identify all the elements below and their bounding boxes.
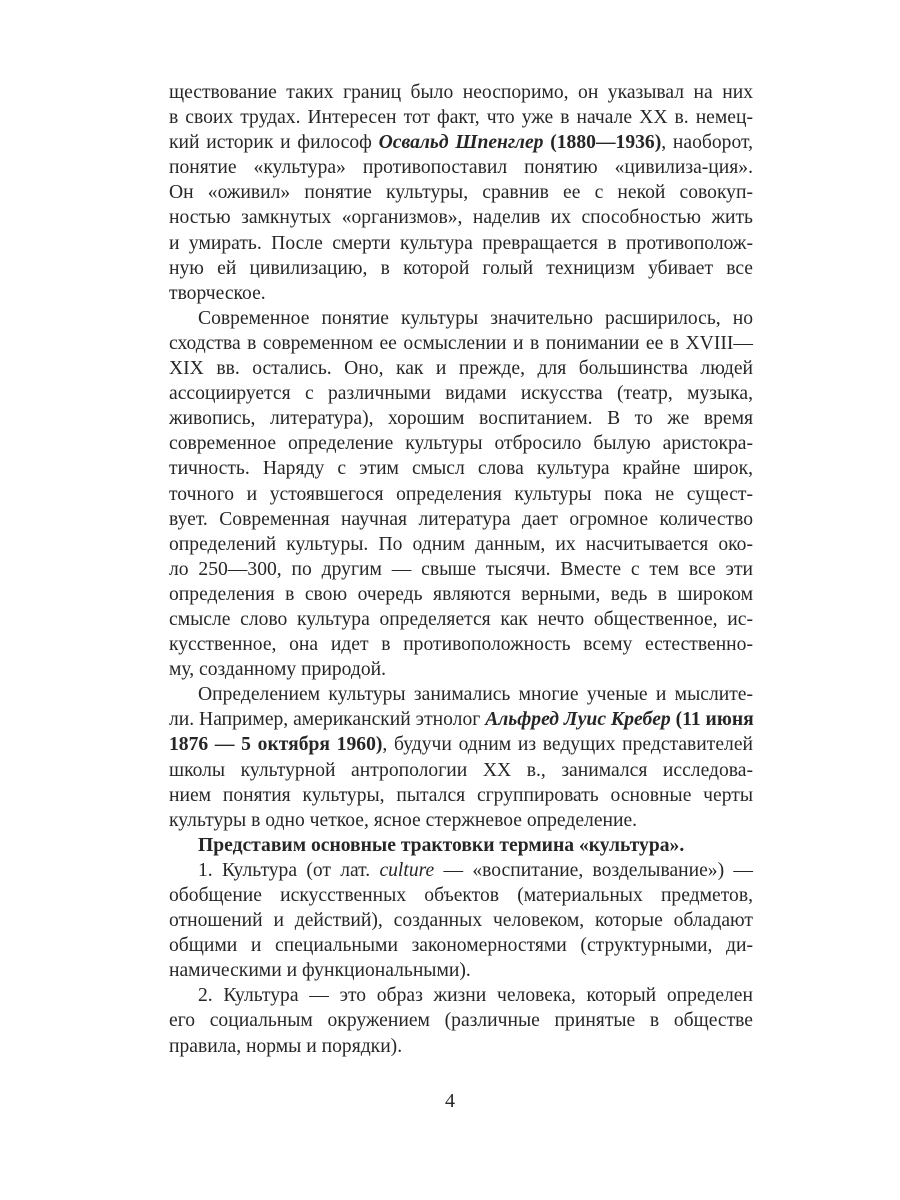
text-run: сходства в современном ее осмыслении и в понимании ее в XVIII—	[169, 332, 754, 354]
bold-text: (11 июня	[670, 709, 754, 731]
text-line	[169, 356, 753, 381]
text-line	[169, 707, 753, 732]
text-line	[169, 105, 753, 130]
text-run: ществование таких границ было неоспоримо, он указывал на них	[169, 82, 753, 103]
text-line	[169, 381, 753, 406]
text-line	[169, 130, 753, 155]
text-run: кусственное, она идет в противоположность всему естественно-	[169, 634, 753, 656]
text-line	[169, 431, 753, 456]
text-line	[169, 783, 753, 808]
text-run: Современное понятие культуры значительно расширилось, но	[198, 307, 753, 329]
text-line	[169, 557, 753, 582]
text-line	[169, 205, 753, 230]
text-run: обобщение искусственных объектов (материальных предметов,	[169, 885, 753, 906]
text-run: общими и специальными закономерностями (структурными, ди-	[169, 935, 753, 957]
text-run: Определением культуры занимались многие ученые и мыслите-	[198, 684, 753, 706]
text-run: отношений и действий), созданных человеком, которые обладают	[169, 910, 753, 932]
text-run: определений культуры. По одним данным, их насчитывается око-	[169, 533, 753, 555]
text-run: ли. Например, американский этнолог	[169, 709, 486, 731]
person-name: Альфред Луис Кребер	[485, 709, 671, 731]
text-run: смысле слово культура определяется как нечто общественное, ис-	[169, 608, 753, 630]
text-line	[169, 1008, 753, 1033]
text-line	[169, 1034, 753, 1059]
text-line	[169, 281, 753, 306]
bold-text: (1880—1936)	[543, 132, 662, 154]
text-line	[169, 758, 753, 783]
text-run: в своих трудах. Интересен тот факт, что уже в начале XX в. немец-	[169, 107, 753, 129]
italic-term: culture	[379, 859, 435, 881]
text-run: намическими и функциональными).	[169, 960, 471, 982]
text-line	[169, 682, 753, 707]
text-line	[169, 657, 753, 682]
text-line	[169, 256, 753, 281]
text-line	[169, 180, 753, 205]
text-run: ную ей цивилизацию, в которой голый техницизм убивает все	[169, 257, 753, 279]
text-run: его социальным окружением (различные принятые в обществе	[169, 1010, 753, 1032]
text-line	[169, 331, 753, 356]
text-line	[169, 456, 753, 481]
text-line	[169, 958, 753, 983]
text-run: Он «оживил» понятие культуры, сравнив ее с некой совокуп-	[169, 182, 753, 204]
text-run: — «воспитание, возделывание») —	[434, 859, 753, 881]
text-run: современное определение культуры отбросило былую аристокра-	[169, 433, 753, 455]
text-line	[169, 833, 753, 858]
bold-text: 1876 — 5 октября 1960)	[169, 734, 383, 756]
text-line	[169, 155, 753, 180]
text-line	[169, 482, 753, 507]
text-line	[169, 908, 753, 933]
text-line	[169, 732, 753, 757]
text-run: ностью замкнутых «организмов», наделив их способностью жить	[169, 207, 753, 229]
text-line	[169, 933, 753, 958]
text-line	[169, 532, 753, 557]
text-run: тичность. Наряду с этим смысл слова культура крайне широк,	[169, 458, 753, 480]
text-run: ассоциируется с различными видами искусства (театр, музыка,	[169, 383, 753, 405]
text-run: понятие «культура» противопоставил понятию «цивилиза-ция».	[169, 157, 753, 179]
body-text	[169, 80, 753, 1059]
text-line	[169, 983, 753, 1008]
text-run: кий историк и философ	[169, 132, 379, 154]
text-run: ло 250—300, по другим — свыше тысячи. Вместе с тем все эти	[169, 558, 753, 580]
text-line	[169, 858, 753, 883]
text-run: , будучи одним из ведущих представителей	[382, 734, 753, 756]
bold-text: Представим основные трактовки термина «культура».	[198, 834, 685, 856]
text-run: творческое.	[169, 282, 266, 304]
person-name: Освальд Шпенглер	[378, 132, 544, 154]
text-run: 1. Культура (от лат.	[198, 859, 380, 881]
text-run: правила, нормы и порядки).	[169, 1035, 403, 1057]
text-run: определения в свою очередь являются верными, ведь в широком	[169, 583, 753, 605]
text-line	[169, 231, 753, 256]
text-run: му, созданному природой.	[169, 659, 387, 681]
text-run: XIX вв. остались. Оно, как и прежде, для большинства людей	[169, 358, 753, 380]
text-run: 2. Культура — это образ жизни человека, который определен	[198, 985, 753, 1007]
page-number: 4	[445, 1090, 455, 1112]
text-line	[169, 306, 753, 331]
text-run: школы культурной антропологии XX в., занимался исследова-	[169, 759, 753, 781]
text-line	[169, 607, 753, 632]
text-line	[169, 507, 753, 532]
text-run: нием понятия культуры, пытался сгруппировать основные черты	[169, 784, 753, 806]
text-run: , наоборот,	[661, 132, 753, 154]
text-line	[169, 582, 753, 607]
text-line	[169, 632, 753, 657]
text-line	[169, 406, 753, 431]
text-line	[169, 80, 753, 105]
text-run: культуры в одно четкое, ясное стержневое определение.	[169, 809, 638, 831]
text-run: живопись, литература), хорошим воспитанием. В то же время	[169, 408, 753, 430]
text-run: вует. Современная научная литература дает огромное количество	[169, 508, 753, 530]
text-run: точного и устоявшегося определения культуры пока не сущест-	[169, 483, 753, 505]
text-line	[169, 808, 753, 833]
text-line	[169, 883, 753, 908]
text-run: и умирать. После смерти культура превращается в противополож-	[169, 232, 753, 254]
